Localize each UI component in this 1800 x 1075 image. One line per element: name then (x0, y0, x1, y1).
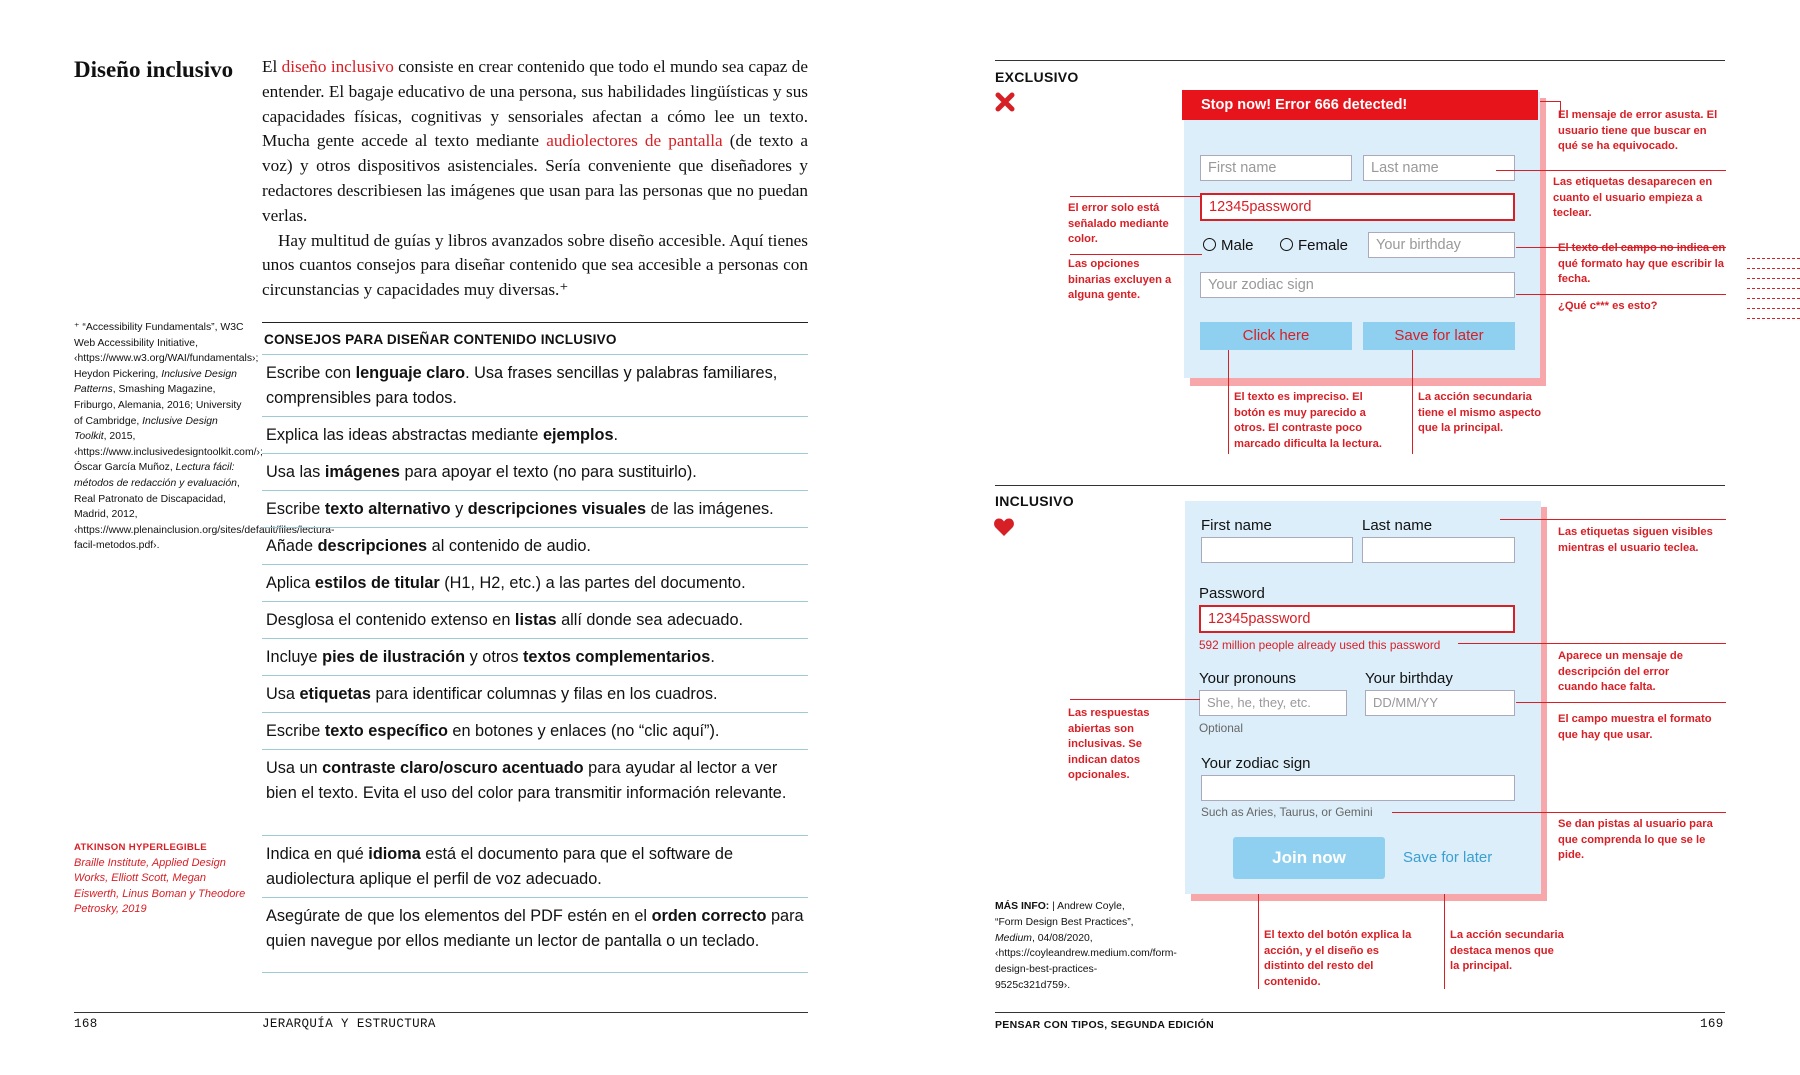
tip-item (262, 712, 808, 749)
optional-hint: Optional (1199, 721, 1243, 735)
annotation-date-format: El texto del campo no indica en qué formato hay que escribir la fecha. (1558, 242, 1726, 286)
annotation-imprecise: El texto es impreciso. El botón es muy parecido a otros. El contraste poco marcado dificulta la lectura. (1234, 391, 1382, 450)
more-info (995, 899, 1177, 994)
radio-male[interactable] (1203, 237, 1254, 254)
credit-caption: ATKINSON HYPERLEGIBLE (74, 842, 207, 853)
first-name-input[interactable] (1201, 537, 1353, 563)
radio-label-male: Male (1221, 237, 1254, 254)
pronouns-label: Your pronouns (1199, 670, 1297, 687)
annotation-format-shown: El campo muestra el formato que hay que usar. (1558, 713, 1712, 741)
tip-emphasis: lenguaje claro (355, 364, 466, 382)
annotation-button-explains: El texto del botón explica la acción, y el diseño es distinto del resto del contenido. (1264, 929, 1412, 988)
footnote-text: , 2015, ‹https://www.inclusivedesigntoolkit.com/›; Óscar García Muñoz, (74, 431, 263, 474)
tip-item (262, 675, 808, 712)
tip-emphasis: texto específico (324, 722, 448, 740)
save-for-later-link[interactable]: Save for later (1403, 849, 1493, 866)
exclusive-form (1184, 92, 1540, 378)
tip-text: Desglosa el contenido extenso en (266, 611, 515, 629)
save-for-later-button[interactable]: Save for later (1363, 322, 1515, 350)
zodiac-input[interactable] (1201, 775, 1515, 801)
typeface-credit (74, 840, 246, 918)
zodiac-field[interactable]: Your zodiac sign (1200, 272, 1515, 298)
tips-heading: CONSEJOS PARA DISEÑAR CONTENIDO INCLUSIVO (264, 332, 617, 347)
birthday-label: Your birthday (1365, 670, 1453, 687)
tips-box (262, 322, 808, 973)
annotation-line (1392, 812, 1726, 813)
running-head-left: JERARQUÍA Y ESTRUCTURA (262, 1017, 436, 1031)
footer-rule-right (995, 1012, 1725, 1013)
annotation-color-only: El error solo está señalado mediante color. (1068, 202, 1169, 246)
annotation-labels-visible: Las etiquetas siguen visibles mientras el usuario teclea. (1558, 526, 1713, 554)
tip-emphasis: idioma (368, 845, 421, 863)
annotation-error-description: Aparece un mensaje de descripción del error cuando hace falta. (1558, 650, 1683, 694)
tip-item (262, 835, 808, 897)
last-name-field[interactable]: Last name (1363, 155, 1515, 181)
more-info-title: Medium (995, 932, 1032, 944)
tip-text: Escribe con (266, 364, 356, 382)
tips-bottom-rule (262, 972, 808, 973)
more-info-label: MÁS INFO: (995, 901, 1050, 912)
annotation-binary: Las opciones binarias excluyen a alguna gente. (1068, 258, 1172, 302)
tip-item (262, 638, 808, 675)
password-field[interactable]: 12345password (1200, 193, 1515, 221)
first-name-field[interactable]: First name (1200, 155, 1352, 181)
credit-body: Braille Institute, Applied Design Works, Elliott Scott, Megan Eiswerth, Linus Boman y Theodore Petrosky, 2019 (74, 856, 246, 916)
footnote-text: , Smashing Magazine, Friburgo, Alemania, 2016; University of Cambridge, (74, 384, 242, 427)
annotation-line (1258, 894, 1259, 989)
tip-text: Escribe (266, 500, 325, 518)
annotation-line (1228, 350, 1229, 454)
annotation-line (1070, 254, 1202, 255)
section-rule-inclusive (995, 485, 1725, 486)
tip-emphasis: listas (514, 611, 557, 629)
running-head-right: PENSAR CON TIPOS, SEGUNDA EDICIÓN (995, 1019, 1214, 1031)
tip-emphasis: textos complementarios (523, 648, 711, 666)
tip-emphasis: imágenes (324, 463, 400, 481)
footnote-title: Inclusive Design Toolkit (74, 415, 218, 443)
section-rule-exclusive (995, 60, 1725, 61)
annotation-line (1516, 702, 1726, 703)
password-label: Password (1199, 585, 1265, 602)
intro-text-run: (de texto a voz) y otros dispositivos asistenciales. Sería conveniente que diseñadores y redactores describiesen las imágenes que usan para las personas que no puedan verlas. (262, 131, 808, 225)
inclusive-heading: INCLUSIVO (995, 493, 1074, 509)
tip-text: Indica en qué (266, 845, 369, 863)
tip-text: al contenido de audio. (427, 537, 591, 555)
more-info-text: , 04/08/2020, ‹https://coyleandrew.medium.com/form-design-best-practices-9525c321d759›. (995, 932, 1177, 991)
tip-text: para identificar columnas y filas en los cuadros. (370, 685, 718, 703)
intro-paragraph-2: Hay multitud de guías y libros avanzados sobre diseño accesible. Aquí tienes unos cuantos consejos para diseñar contenido que sea accesible a personas con circunstancias y capacidades muy diversas.⁺ (262, 230, 808, 300)
tip-item (262, 416, 808, 453)
zodiac-label: Your zodiac sign (1201, 755, 1311, 772)
tip-text: (H1, H2, etc.) a las partes del documento. (439, 574, 746, 592)
tip-item (262, 601, 808, 638)
annotation-line (1496, 170, 1726, 171)
radio-female[interactable] (1280, 237, 1348, 254)
radio-circle (1280, 238, 1293, 251)
tip-text: Usa un (266, 759, 323, 777)
click-here-button[interactable]: Click here (1200, 322, 1352, 350)
annotation-secondary-less: La acción secundaria destaca menos que la principal. (1450, 929, 1564, 973)
tip-text: Explica las ideas abstractas mediante (266, 426, 543, 444)
tip-text: y otros (465, 648, 524, 666)
tip-emphasis: estilos de titular (314, 574, 440, 592)
folio-right: 169 (1700, 1017, 1724, 1031)
last-name-label: Last name (1362, 517, 1433, 534)
tips-list (262, 354, 808, 973)
tip-text: Usa las (266, 463, 325, 481)
folio-left: 168 (74, 1017, 98, 1031)
annotation-line (1540, 101, 1560, 102)
annotation-what-is-this: ¿Qué c*** es esto? (1558, 300, 1658, 312)
footnote-title: Inclusive Design Patterns (74, 368, 237, 396)
radio-label-female: Female (1298, 237, 1349, 254)
last-name-input[interactable] (1362, 537, 1515, 563)
tip-item (262, 354, 808, 416)
zodiac-hint: Such as Aries, Taurus, or Gemini (1201, 805, 1373, 819)
footnote-title: Lectura fácil: métodos de redacción y evaluación (74, 462, 237, 489)
tip-text: para apoyar el texto (no para sustituirlo). (399, 463, 697, 481)
tip-text: Añade (266, 537, 318, 555)
tip-text: en botones y enlaces (no “clic aquí”). (447, 722, 720, 740)
footnote-text: ⁺ “Accessibility Fundamentals”, W3C Web Accessibility Initiative, ‹https://www.w3.org/WAI/fundamentals›; Heydon Pickering, (74, 322, 259, 380)
tip-item (262, 564, 808, 601)
tip-item (262, 490, 808, 527)
tip-emphasis: ejemplos (542, 426, 614, 444)
tip-text: Usa (266, 685, 300, 703)
tip-text: Incluye (266, 648, 323, 666)
tip-emphasis: contraste claro/oscuro acentuado (322, 759, 584, 777)
tip-emphasis: orden correcto (651, 907, 767, 925)
screen-reader-link[interactable]: audiolectores de pantalla (546, 131, 723, 151)
tip-text: . Usa frases sencillas y palabras familiares, comprensibles para todos. (266, 364, 778, 407)
birthday-field[interactable]: Your birthday (1368, 232, 1515, 258)
join-now-button[interactable]: Join now (1233, 837, 1385, 879)
tip-text: . (613, 426, 619, 444)
tip-text: Asegúrate de que los elementos del PDF estén en el (266, 907, 652, 925)
birthday-input[interactable]: DD/MM/YY (1365, 690, 1515, 716)
inclusive-design-link[interactable]: diseño inclusivo (281, 57, 394, 76)
exclusive-heading: EXCLUSIVO (995, 69, 1079, 85)
tip-text: para quien navegue por ellos mediante un lector de pantalla o un teclado. (266, 907, 804, 950)
footer-rule-left (74, 1012, 808, 1013)
annotation-line (1516, 294, 1726, 295)
intro-text (262, 55, 808, 303)
footnote-text: , Real Patronato de Discapacidad, Madrid, 2012, ‹https://www.plenainclusion.org/sites/default/files/lectura-facil-metodos.pdf›. (74, 477, 335, 552)
tip-item (262, 749, 808, 835)
annotation-line (1444, 894, 1445, 989)
annotation-line (1070, 699, 1200, 700)
annotation-line (1500, 519, 1726, 520)
x-mark-icon (995, 92, 1015, 112)
tip-emphasis: pies de ilustración (322, 648, 466, 666)
annotation-open-answers: Las respuestas abiertas son inclusivas. Se indican datos opcionales. (1068, 707, 1150, 782)
radio-circle (1203, 238, 1216, 251)
tip-emphasis: descripciones (317, 537, 428, 555)
tip-text: de las imágenes. (646, 500, 774, 518)
thumb-index-marks (1747, 258, 1800, 324)
tip-text: está el documento para que el software de audiolectura aplique el perfil de voz adecuado. (266, 845, 734, 888)
tip-emphasis: etiquetas (299, 685, 371, 703)
inclusive-form (1185, 501, 1541, 894)
annotation-error-scares: El mensaje de error asusta. El usuario tiene que buscar en qué se ha equivocado. (1558, 109, 1718, 153)
tip-text: Aplica (266, 574, 315, 592)
annotation-secondary-same: La acción secundaria tiene el mismo aspecto que la principal. (1418, 391, 1542, 435)
error-banner: Stop now! Error 666 detected! (1182, 90, 1538, 120)
tip-item (262, 897, 808, 972)
annotation-line (1070, 196, 1202, 197)
heart-icon (993, 517, 1015, 537)
first-name-label: First name (1201, 517, 1272, 534)
tip-text: Escribe (266, 722, 325, 740)
tip-text: allí donde sea adecuado. (556, 611, 744, 629)
annotation-labels-disappear: Las etiquetas desaparecen en cuanto el usuario empieza a teclear. (1553, 176, 1713, 220)
tip-text: . (710, 648, 715, 666)
tip-emphasis: texto alternativo (324, 500, 451, 518)
intro-paragraph-1 (262, 55, 808, 229)
annotation-line (1458, 643, 1726, 644)
tip-emphasis: descripciones visuales (467, 500, 647, 518)
annotation-hints: Se dan pistas al usuario para que comprenda lo que se le pide. (1558, 818, 1713, 862)
tip-item (262, 453, 808, 490)
intro-text-run: El (262, 57, 282, 76)
pronouns-input[interactable]: She, he, they, etc. (1199, 690, 1347, 716)
tip-text: para ayudar al lector a ver bien el texto. Evita el uso del color para transmitir información relevante. (266, 759, 787, 802)
tip-item (262, 527, 808, 564)
intro-text-run: consiste en crear contenido que todo el mundo sea capaz de entender. El bagaje educativo de una persona, sus habilidades lingüísticas y sus capacidades físicas, cognitivas y sensoriales afectan a cómo lee un texto. Mucha gente accede al texto mediante (262, 57, 808, 151)
annotation-line (1412, 350, 1413, 454)
tip-text: y (450, 500, 468, 518)
password-input[interactable]: 12345password (1199, 605, 1515, 633)
page-title: Diseño inclusivo (74, 57, 234, 82)
password-error-message: 592 million people already used this password (1199, 638, 1441, 652)
more-info-text: | Andrew Coyle, “Form Design Best Practices”, (995, 901, 1134, 928)
